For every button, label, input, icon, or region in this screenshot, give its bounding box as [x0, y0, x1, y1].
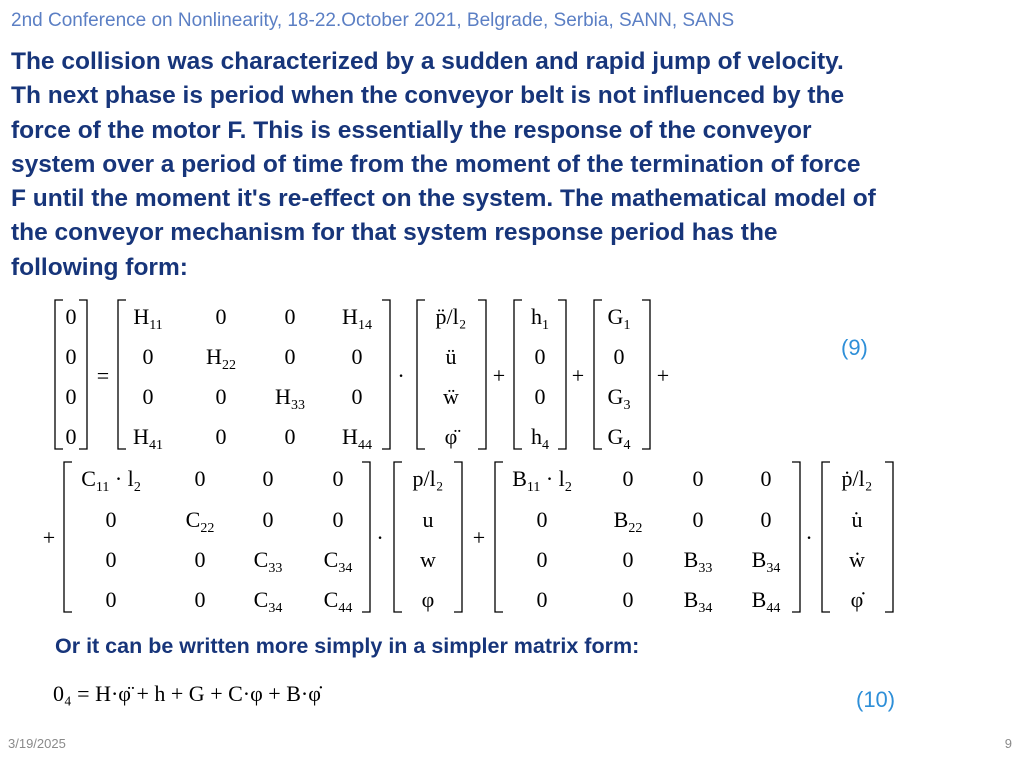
h-matrix-entry: $H_{41}$ [133, 424, 163, 453]
b-matrix-entry: 0 [760, 466, 772, 491]
vel-vector-left-bracket [822, 462, 830, 612]
h-vector-left-bracket [514, 300, 522, 449]
body-line: force of the motor F. This is essentially the response of the conveyor [11, 116, 812, 144]
c-matrix-entry: 0 [194, 587, 206, 612]
g-vector-entry: $G_4$ [607, 424, 631, 453]
pos-vector-left-bracket [394, 462, 402, 612]
b-matrix-entry: $B_{33}$ [683, 547, 713, 576]
b-matrix-entry: 0 [760, 507, 772, 532]
plus-sign: + [42, 525, 56, 550]
h-vector-entry: $h_1$ [531, 304, 549, 333]
plus-sign: + [571, 363, 585, 388]
vel-vector-right-bracket [885, 462, 893, 612]
accel-vector-entry: ü [445, 344, 457, 369]
body-line: Th next phase is period when the conveyor belt is not influenced by the [11, 82, 845, 110]
c-matrix-entry: $C_{34}$ [253, 587, 283, 616]
page-number: 9 [1004, 736, 1012, 751]
h-matrix-entry: $H_{14}$ [342, 304, 372, 333]
pos-vector-entry: u [422, 507, 434, 532]
h-vector-right-bracket [558, 300, 566, 449]
c-matrix-entry: $C_{33}$ [253, 547, 283, 576]
b-matrix-left-bracket [495, 462, 503, 612]
h-vector-entry: 0 [534, 384, 546, 409]
body-line: F until the moment it's re-effect on the system. The mathematical model of [11, 185, 876, 213]
b-matrix-entry: 0 [536, 587, 548, 612]
c-matrix-entry: $C_{34}$ [323, 547, 353, 576]
zero-vector-entry: 0 [65, 424, 77, 449]
g-vector-entry: 0 [613, 344, 625, 369]
equals-sign: = [96, 363, 110, 388]
plus-sign: + [492, 363, 506, 388]
b-matrix-right-bracket [792, 462, 800, 612]
g-vector-entry: $G_3$ [607, 384, 631, 413]
b-matrix-entry: $B_{22}$ [613, 507, 643, 536]
c-matrix-entry: 0 [332, 507, 344, 532]
h-matrix-entry: 0 [284, 344, 296, 369]
c-matrix-entry: 0 [105, 507, 117, 532]
dot-operator: · [397, 363, 405, 388]
b-matrix-entry: $B_{34}$ [683, 587, 713, 616]
h-vector-entry: 0 [534, 344, 546, 369]
h-matrix-left-bracket [118, 300, 126, 449]
accel-vector-entry: p̈/l₂ [435, 304, 467, 329]
dot-operator: · [805, 525, 813, 550]
footer-date: 3/19/2025 [8, 736, 66, 751]
h-matrix-entry: $H_{33}$ [275, 384, 305, 413]
b-matrix-entry: 0 [536, 547, 548, 572]
pos-vector-entry: φ [421, 587, 435, 612]
b-matrix-entry: 0 [622, 547, 634, 572]
vel-vector-entry: ẇ [849, 547, 865, 572]
plus-sign: + [656, 363, 670, 388]
compact-equation: 0₄ = H·φ̈ + h + G + C·φ + B·φ̇ [53, 681, 321, 706]
c-matrix-entry: $C_{22}$ [185, 507, 215, 536]
c-matrix-entry: 0 [105, 587, 117, 612]
vel-vector-entry: ṗ/l₂ [841, 466, 873, 491]
vel-vector-entry: φ̇ [850, 587, 864, 612]
c-matrix-entry: 0 [262, 507, 274, 532]
pos-vector-right-bracket [454, 462, 462, 612]
g-vector-left-bracket [594, 300, 602, 449]
b-matrix-entry: 0 [536, 507, 548, 532]
c-matrix-entry: 0 [194, 466, 206, 491]
zero-vector-entry: 0 [65, 304, 77, 329]
accel-vector-entry: φ̈ [444, 424, 458, 449]
h-matrix-entry: 0 [215, 384, 227, 409]
c-matrix-entry: $C_{11} \cdot l_2$ [81, 466, 141, 495]
zero-vector-entry: 0 [65, 384, 77, 409]
h-matrix-entry: 0 [142, 344, 154, 369]
accel-vector-right-bracket [478, 300, 486, 449]
c-matrix-right-bracket [362, 462, 370, 612]
pos-vector-entry: p/l₂ [412, 466, 444, 491]
b-matrix-entry: 0 [692, 466, 704, 491]
zero-vector-left-bracket [55, 300, 63, 449]
h-matrix-entry: 0 [284, 424, 296, 449]
plus-sign: + [472, 525, 486, 550]
c-matrix-entry: 0 [105, 547, 117, 572]
h-matrix-entry: 0 [284, 304, 296, 329]
g-vector-entry: $G_1$ [607, 304, 631, 333]
simple-form-heading: Or it can be written more simply in a simpler matrix form: [55, 634, 640, 658]
equation-number-9: (9) [841, 335, 868, 360]
vel-vector-entry: u̇ [851, 507, 863, 532]
h-matrix-entry: 0 [351, 344, 363, 369]
body-line: following form: [11, 253, 188, 281]
c-matrix-entry: 0 [194, 547, 206, 572]
c-matrix-entry: 0 [262, 466, 274, 491]
h-matrix-entry: $H_{11}$ [133, 304, 163, 333]
accel-vector-entry: ẅ [443, 384, 459, 409]
conference-header: 2nd Conference on Nonlinearity, 18-22.October 2021, Belgrade, Serbia, SANN, SANS [11, 10, 735, 31]
body-line: the conveyor mechanism for that system response period has the [11, 219, 778, 247]
h-matrix-entry: $H_{44}$ [342, 424, 372, 453]
accel-vector-left-bracket [417, 300, 425, 449]
h-matrix-entry: 0 [215, 424, 227, 449]
c-matrix-left-bracket [64, 462, 72, 612]
h-matrix-entry: 0 [351, 384, 363, 409]
equation-number-10: (10) [856, 687, 896, 712]
zero-vector-right-bracket [79, 300, 87, 449]
b-matrix-entry: 0 [622, 466, 634, 491]
h-matrix-right-bracket [382, 300, 390, 449]
h-matrix-entry: 0 [215, 304, 227, 329]
g-vector-right-bracket [642, 300, 650, 449]
pos-vector-entry: w [420, 547, 436, 572]
body-line: system over a period of time from the moment of the termination of force [11, 150, 861, 178]
b-matrix-entry: $B_{34}$ [751, 547, 781, 576]
b-matrix-entry: $B_{44}$ [751, 587, 781, 616]
b-matrix-entry: $B_{11} \cdot l_2$ [512, 466, 572, 495]
b-matrix-entry: 0 [622, 587, 634, 612]
c-matrix-entry: 0 [332, 466, 344, 491]
b-matrix-entry: 0 [692, 507, 704, 532]
h-matrix-entry: 0 [142, 384, 154, 409]
dot-operator: · [376, 525, 384, 550]
h-matrix-entry: $H_{22}$ [206, 344, 236, 373]
c-matrix-entry: $C_{44}$ [323, 587, 353, 616]
body-line: The collision was characterized by a sudden and rapid jump of velocity. [11, 48, 844, 75]
h-vector-entry: $h_4$ [531, 424, 549, 453]
zero-vector-entry: 0 [65, 344, 77, 369]
